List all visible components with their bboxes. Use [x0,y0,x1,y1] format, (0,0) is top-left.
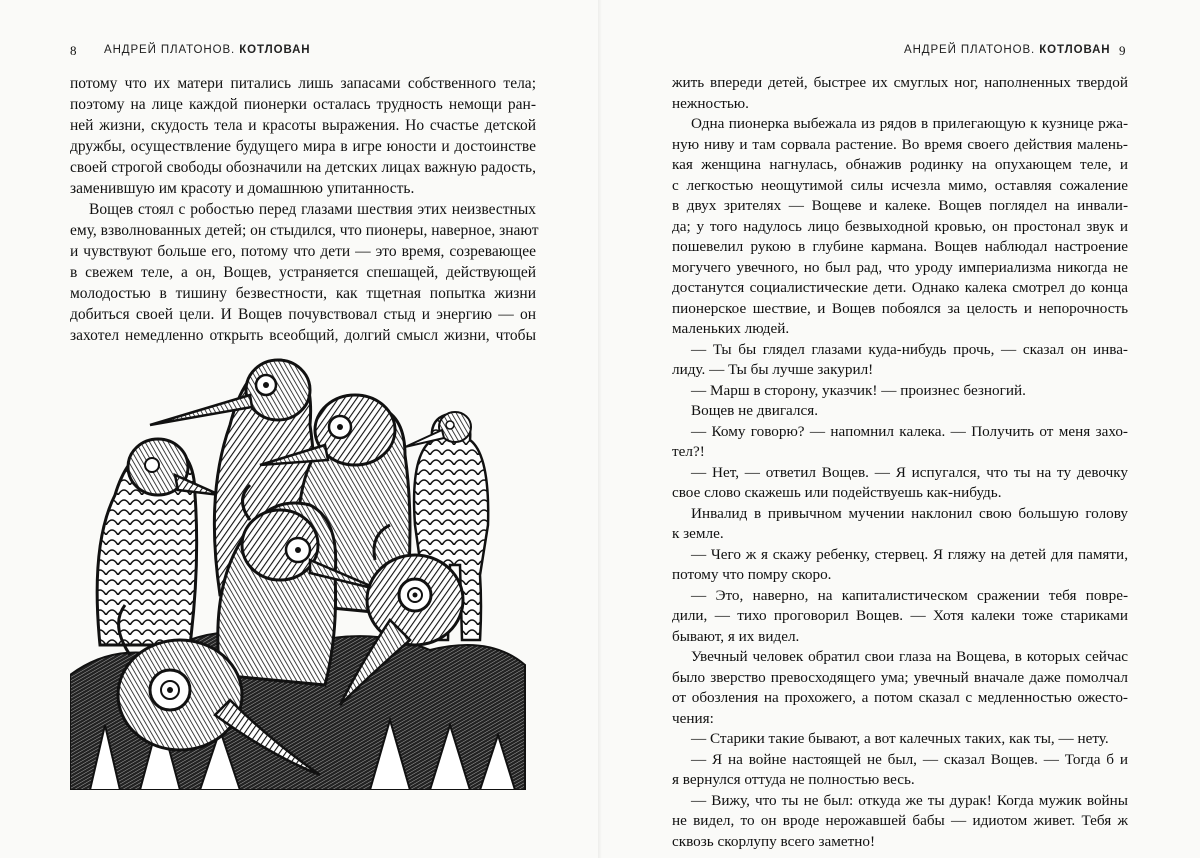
text-line: Одна пионерка выбежала из рядов в прилегающую к кузнице ржа- [691,115,1128,132]
text-line: — Старики такие бывают, а вот калечных таких, как ты, — нету. [691,730,1109,747]
text-line: я вернулся оттуда не полностью весь. [672,771,915,788]
text-line: поэтому на лице каждой пионерки осталась трудность немощи ран- [70,96,536,113]
text-line: — Нет, — ответил Вощев. — Я испугался, что ты на ту девочку [691,463,1128,481]
text-line: захотел немедленно открыть всеобщий, долгий смысл жизни, чтобы [70,327,536,344]
text-line: ную ниву и там сорвала растение. Во время своего действия малень- [672,135,1128,153]
text-line: кая женщина нагнулась, обнажив родинку на опухающем теле, и [672,156,1128,173]
text-line: могучего увечного, но был рад, что уроду империализма никогда не [672,258,1128,276]
text-line: в двух зрителях — Вощеве и калеке. Вощев поглядел на инвали- [672,197,1128,214]
text-line: ней жизни, скудость тела и красоты выражения. Но счастье детской [70,117,536,134]
text-line: сквозь скорлупу всего заметно! [672,832,876,850]
text-line: с легкостью неощутимой силы исчезла мимо, оставляя сожаление [672,176,1128,194]
text-line: лиду. — Ты бы лучше закурил! [672,361,874,378]
running-header [904,44,1111,62]
text-line: дили, — тихо проговорил Вощев. — Хотя калеки тоже стариками [672,607,1128,624]
text-line: пионерское шествие, и Вощев побоялся за целость и непорочность [672,299,1128,317]
text-line: не видел, то он вроде нерожавшей бабы — идиотом живет. Тебя ж [672,812,1128,829]
running-header [104,44,311,62]
text-line: маленьких людей. [672,320,790,337]
text-line: достанутся социалистические дети. Однако калека смотрел до конца [672,279,1128,296]
text-line: жить впереди детей, быстрее их смуглых ног, наполненных твердой [672,74,1128,91]
page-number: 9 [1119,43,1126,58]
text-line: — Марш в сторону, указчик! — произнес безногий. [691,381,1026,399]
text-line: Вощев не двигался. [691,402,819,419]
text-line: дружбы, осуществление будущего мира в игре юности и достоинстве [70,138,536,155]
text-line: — Вижу, что ты не был: откуда же ты дурак! Когда мужик войны [691,791,1128,809]
text-line: ему, взволнованных детей; он стыдился, что пионеры, наверное, знают [70,222,539,239]
text-line: потому что их матери питались лишь запасами собственного тела; [70,75,536,92]
text-line: бывают, я их видел. [672,627,800,645]
text-line: Инвалид в привычном мучении наклонил свою большую голову [691,504,1128,522]
text-line: пошевелил рукою в глубине кармана. Вощев наблюдал настроение [672,238,1128,255]
text-line: чения: [672,709,714,727]
header-author: АНДРЕЙ ПЛАТОНОВ. [904,44,1036,56]
text-line: своей строгой свободы обозначили на детских лицах важную радость, [70,159,536,176]
text-line: было зверство превосходящего ума; увечный вначале даже помолчал [672,668,1128,686]
text-line: свое слово скажешь или подействуешь как-нибудь. [672,484,1002,501]
text-line: заменившую им красоту и домашнюю упитанность. [70,180,415,197]
header-title: КОТЛОВАН [239,44,311,56]
text-line: молодостью в тишину безвестности, как тщетная попытка жизни [70,285,536,302]
text-line: потому что помру скоро. [672,566,832,583]
text-line: в свежем теле, а он, Вощев, устраняется спешащей, действующей [70,264,536,281]
text-line: Вощев стоял с робостью перед глазами шествия этих неизвестных [89,201,536,218]
text-line: — Я на войне настоящей не был, — сказал Вощев. — Тогда б и [691,750,1128,768]
text-line: добиться своей цели. И Вощев почувствовал стыд и энергию — он [70,306,536,323]
text-line: Увечный человек обратил свои глаза на Вощева, в которых сейчас [691,648,1128,665]
body-text [70,73,539,346]
text-line: тел?! [672,443,705,460]
page-number: 8 [70,43,77,58]
right-page [600,0,1200,858]
header-title: КОТЛОВАН [1039,44,1111,56]
header-author: АНДРЕЙ ПЛАТОНОВ. [104,44,236,56]
text-line: от обозления на прохожего, а потом сказал с медленностью ожесто- [672,689,1128,706]
text-line: — Кому говорю? — напомнил калека. — Получить от меня захо- [691,422,1128,440]
text-line: — Это, наверно, на капиталистическом сражении тебя повре- [691,586,1128,604]
bird-figures-illustration [70,345,530,790]
text-line: к земле. [672,525,724,542]
text-line: нежностью. [672,94,749,112]
text-line: — Ты бы глядел глазами куда-нибудь прочь, — сказал он инва- [691,340,1128,358]
text-line: и чувствуют больше его, потому что дети — это время, созревающее [70,243,536,260]
body-text [672,73,1128,852]
text-line: да; у того надулось лицо безвыходной кровью, он простонал звук и [672,217,1128,235]
text-line: — Чего ж я скажу ребенку, стервец. Я гляжу на детей для памяти, [691,545,1128,563]
